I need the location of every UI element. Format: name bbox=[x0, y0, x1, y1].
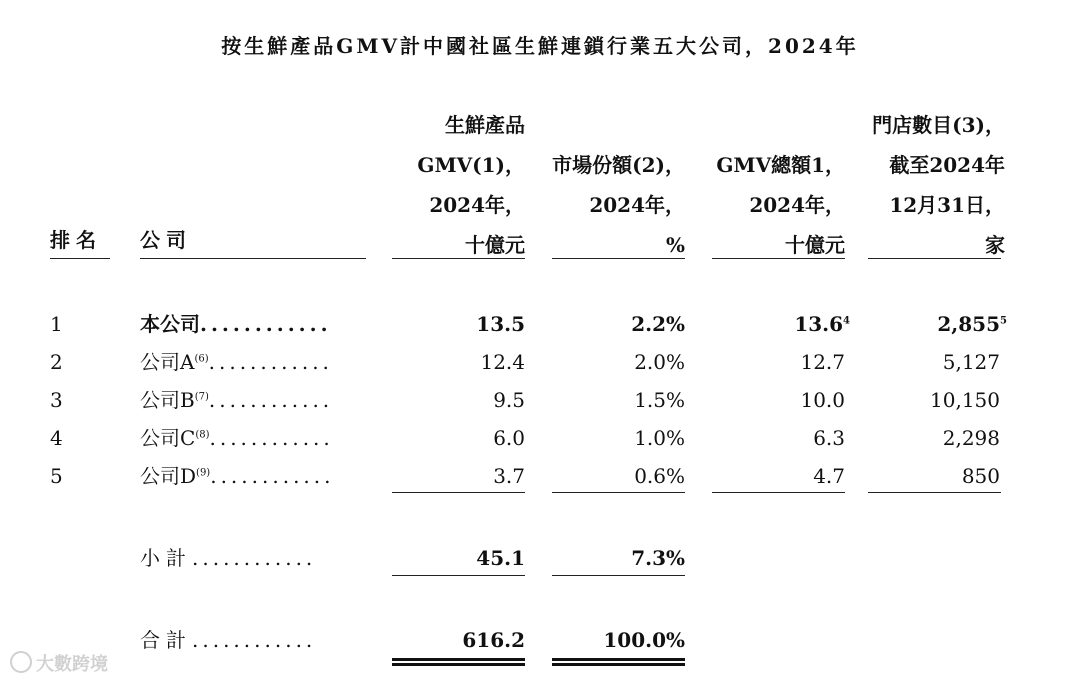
row-company bbox=[140, 418, 334, 458]
header-rank: 排名 bbox=[50, 228, 102, 252]
row-gmv-total: 6.3 bbox=[813, 426, 845, 450]
row-rank: 1 bbox=[50, 312, 63, 336]
row-gmv: 6.0 bbox=[493, 426, 525, 450]
row-gmv: 9.5 bbox=[493, 388, 525, 412]
row-company bbox=[140, 304, 332, 344]
header-stores-line-2: 截至2024年 bbox=[889, 153, 1005, 177]
row-share: 2.0% bbox=[634, 350, 685, 374]
leader-dots: ............ bbox=[200, 312, 332, 336]
row-gmv-total: 12.7 bbox=[800, 350, 845, 374]
rows-rule-gmv bbox=[392, 492, 525, 493]
footnote-marker: (8) bbox=[195, 429, 210, 441]
rows-rule-gmv-total bbox=[712, 492, 845, 493]
header-gmv-total-line-3: 十億元 bbox=[785, 233, 845, 257]
header-rule-stores bbox=[868, 258, 1001, 259]
footnote-marker: (9) bbox=[196, 467, 211, 479]
total-double-rule-share bbox=[552, 658, 685, 666]
header-gmv-line-3: 2024年， bbox=[429, 193, 525, 217]
header-stores-line-3: 12月31日， bbox=[889, 193, 1005, 217]
subtotal-gmv: 45.1 bbox=[476, 546, 525, 570]
row-share: 1.5% bbox=[634, 388, 685, 412]
total-text: 合計 bbox=[140, 628, 192, 652]
row-gmv: 3.7 bbox=[493, 464, 525, 488]
subtotal-rule-share bbox=[552, 575, 685, 576]
header-stores-line-4: 家 bbox=[985, 233, 1005, 257]
header-rule-gmv bbox=[392, 258, 525, 259]
footnote-marker: 4 bbox=[843, 315, 850, 327]
total-share: 100.0% bbox=[603, 628, 685, 652]
subtotal-share: 7.3% bbox=[631, 546, 685, 570]
watermark-logo-icon bbox=[10, 651, 32, 673]
company-name: 公司C bbox=[140, 426, 196, 450]
row-stores: 10,150 bbox=[930, 388, 1000, 412]
row-rank: 4 bbox=[50, 426, 63, 450]
company-name: 公司B bbox=[140, 388, 195, 412]
rows-rule-stores bbox=[868, 492, 1001, 493]
footnote-marker: (6) bbox=[194, 353, 209, 365]
total-double-rule-gmv bbox=[392, 658, 525, 666]
row-stores: 850 bbox=[961, 464, 1000, 488]
row-gmv: 12.4 bbox=[480, 350, 525, 374]
row-stores bbox=[850, 304, 1007, 344]
row-gmv-total: 10.0 bbox=[800, 388, 845, 412]
header-share-line-2: 2024年， bbox=[589, 193, 685, 217]
leader-dots: ............ bbox=[209, 426, 334, 450]
footnote-marker: 5 bbox=[1000, 315, 1007, 327]
footnote-marker: (7) bbox=[194, 391, 209, 403]
row-share: 0.6% bbox=[634, 464, 685, 488]
row-stores: 5,127 bbox=[942, 350, 1000, 374]
stores-value: 2,855 bbox=[937, 312, 1001, 336]
header-rule-company bbox=[140, 258, 366, 259]
row-share: 1.0% bbox=[634, 426, 685, 450]
subtotal-rule-gmv bbox=[392, 575, 525, 576]
header-share-line-1: 市場份額(2)， bbox=[552, 153, 685, 177]
header-stores bbox=[850, 105, 1005, 265]
header-share-line-3: % bbox=[665, 233, 685, 257]
subtotal-text: 小計 bbox=[140, 546, 192, 570]
header-gmv-total bbox=[700, 145, 845, 265]
row-company bbox=[140, 456, 335, 496]
header-gmv-total-line-2: 2024年， bbox=[749, 193, 845, 217]
gmv-total-value: 13.6 bbox=[794, 312, 844, 336]
leader-dots: ............ bbox=[192, 546, 317, 570]
total-label bbox=[140, 620, 316, 660]
leader-dots: ............ bbox=[208, 388, 334, 412]
header-rule-rank bbox=[50, 258, 110, 259]
watermark bbox=[10, 650, 108, 676]
leader-dots: ............ bbox=[210, 464, 335, 488]
row-company bbox=[140, 342, 333, 382]
leader-dots: ............ bbox=[192, 628, 317, 652]
row-gmv: 13.5 bbox=[476, 312, 525, 336]
row-gmv-total bbox=[700, 304, 850, 344]
company-name: 公司D bbox=[140, 464, 197, 488]
header-share bbox=[540, 145, 685, 265]
row-stores: 2,298 bbox=[942, 426, 1000, 450]
row-gmv-total: 4.7 bbox=[813, 464, 845, 488]
rows-rule-share bbox=[552, 492, 685, 493]
row-company bbox=[140, 380, 333, 420]
header-gmv bbox=[380, 105, 525, 265]
table-title: 按生鮮產品GMV計中國社區生鮮連鎖行業五大公司，2024年 bbox=[221, 34, 859, 58]
total-gmv: 616.2 bbox=[462, 628, 525, 652]
company-name: 本公司 bbox=[140, 312, 200, 336]
subtotal-label bbox=[140, 538, 316, 578]
leader-dots: ............ bbox=[208, 350, 333, 374]
header-company: 公司 bbox=[140, 228, 192, 252]
header-stores-line-1: 門店數目(3)， bbox=[872, 113, 1005, 137]
row-rank: 2 bbox=[50, 350, 63, 374]
header-gmv-line-1: 生鮮產品 bbox=[445, 113, 525, 137]
company-name: 公司A bbox=[140, 350, 195, 374]
row-share: 2.2% bbox=[631, 312, 685, 336]
header-gmv-line-4: 十億元 bbox=[465, 233, 525, 257]
header-rule-share bbox=[552, 258, 685, 259]
header-rule-gmv-total bbox=[712, 258, 845, 259]
row-rank: 3 bbox=[50, 388, 63, 412]
watermark-text: 大數跨境 bbox=[36, 654, 108, 675]
row-rank: 5 bbox=[50, 464, 63, 488]
header-gmv-total-line-1: GMV總額1， bbox=[716, 153, 845, 177]
header-gmv-line-2: GMV(1)， bbox=[417, 153, 525, 177]
